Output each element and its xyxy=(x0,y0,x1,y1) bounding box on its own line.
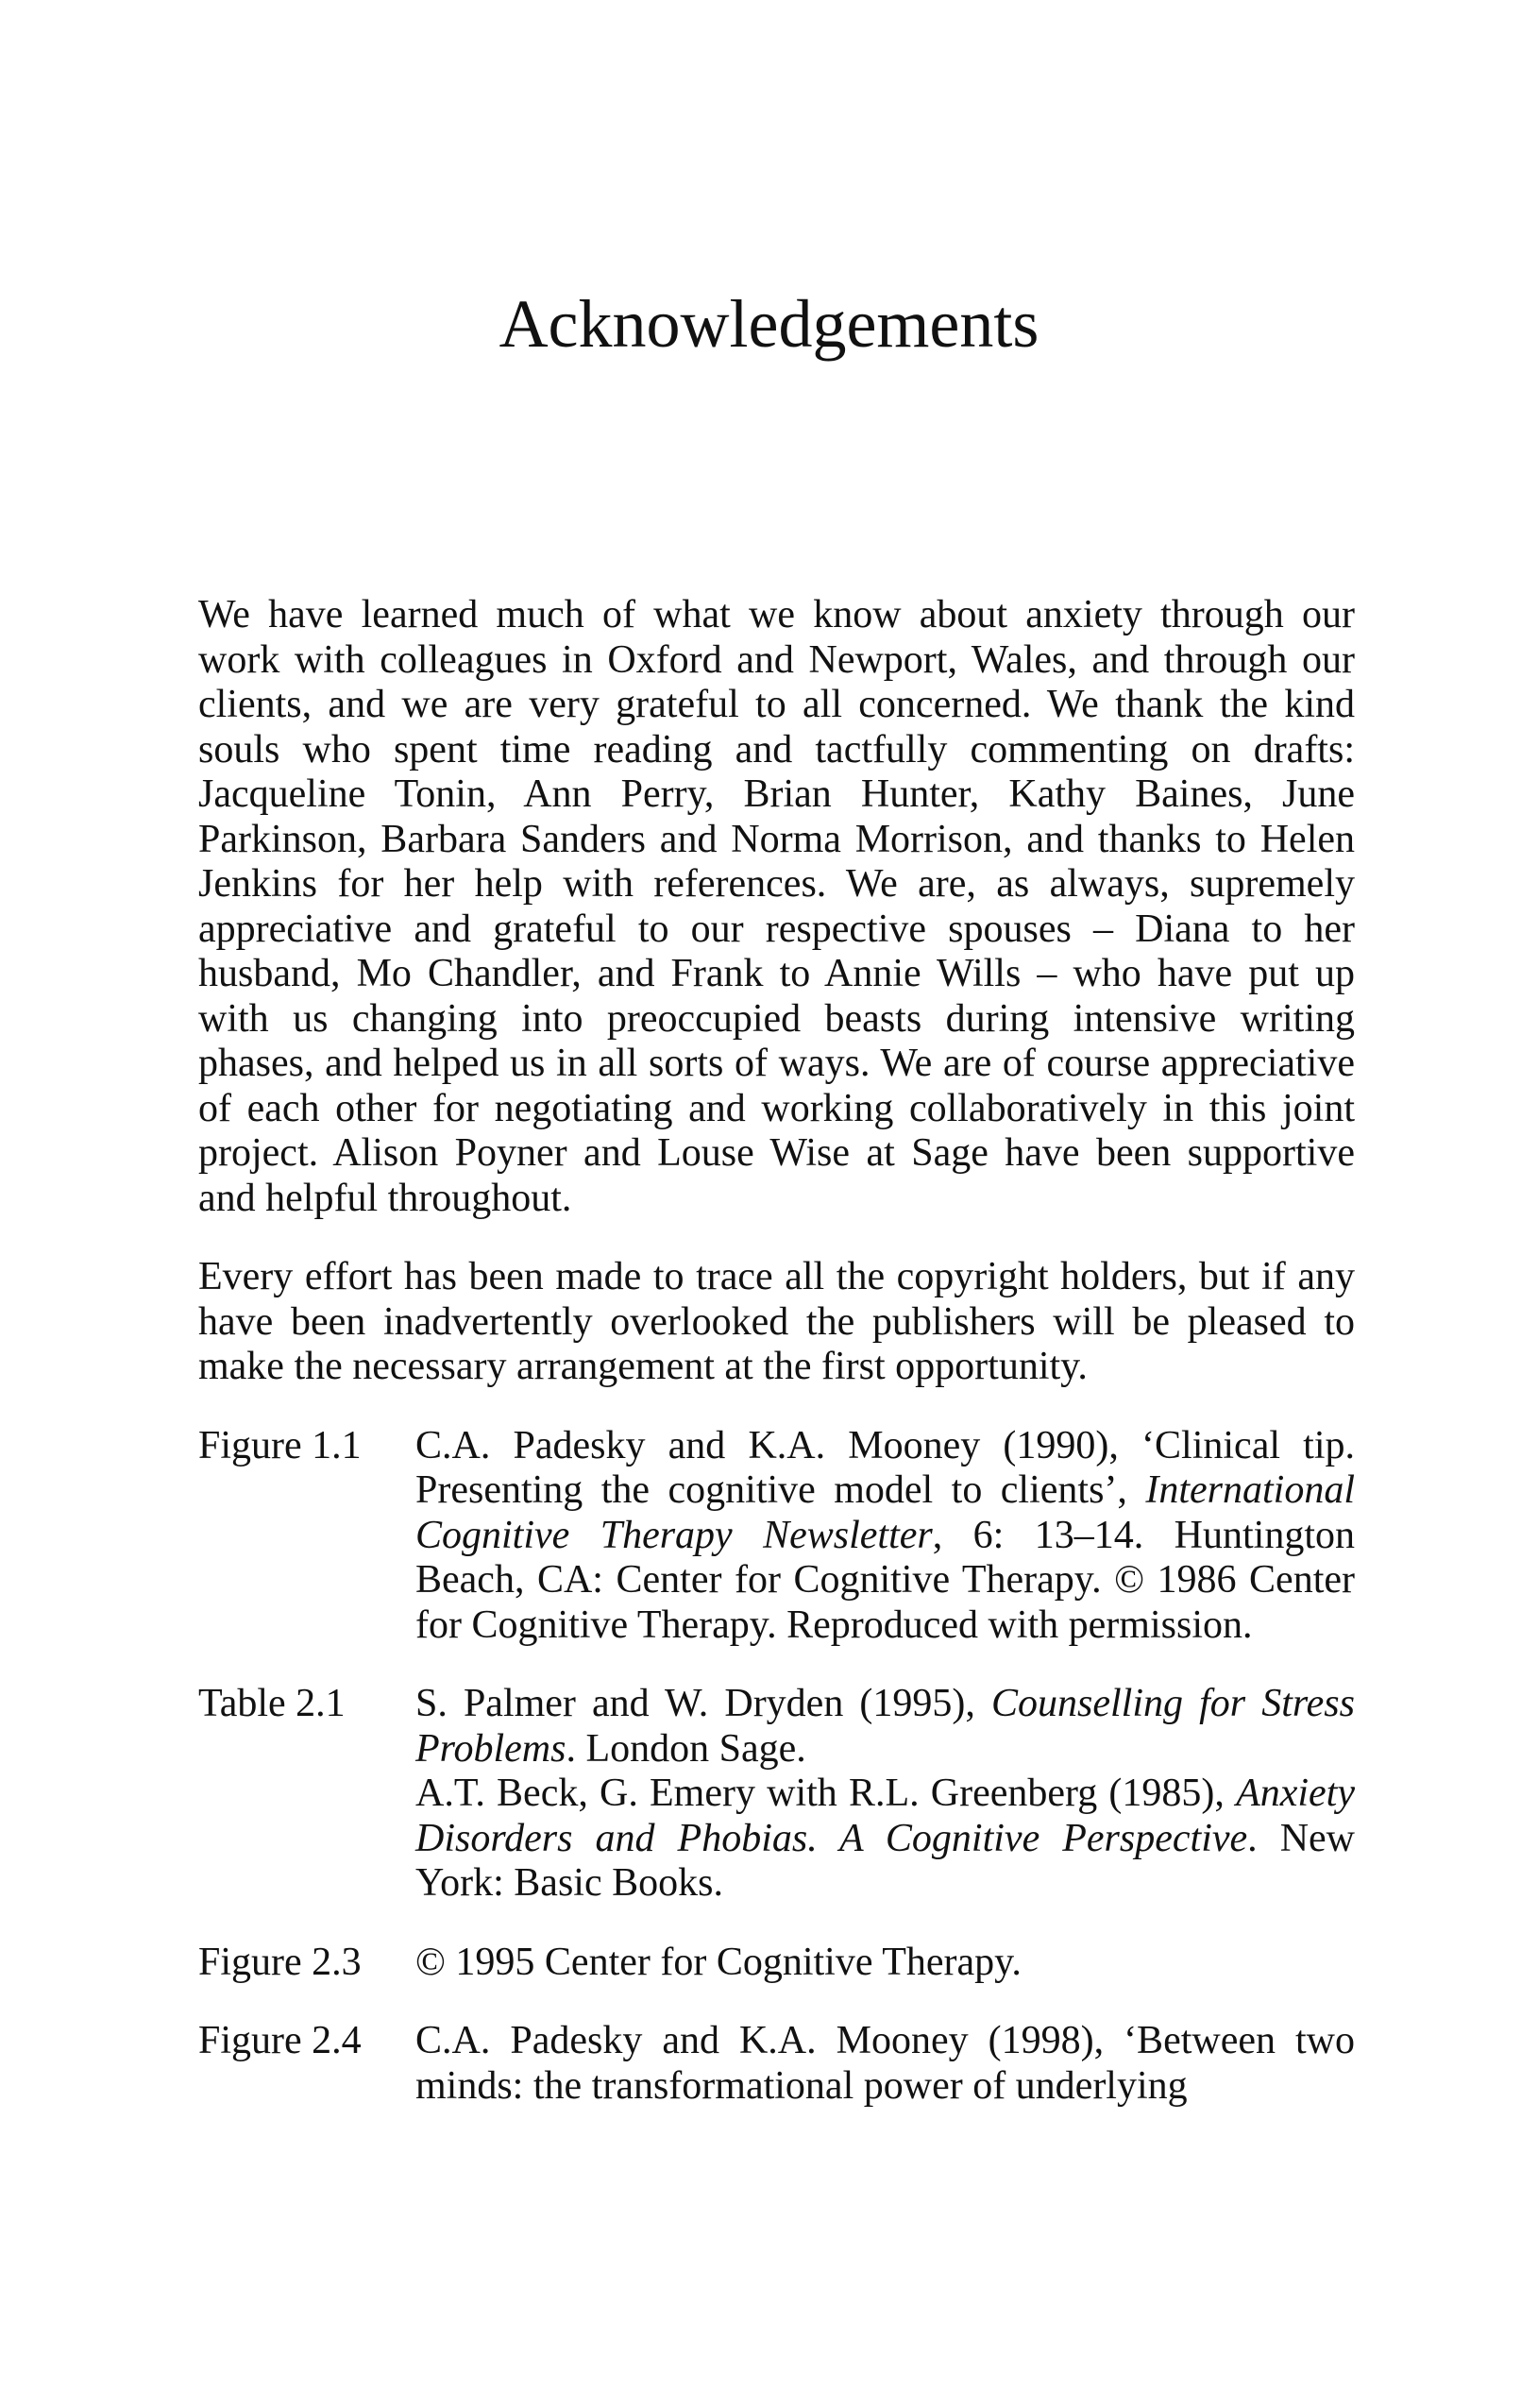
page-title: Acknowledgements xyxy=(499,286,1039,362)
credit-text: © 1995 Center for Cognitive Therapy. xyxy=(415,1940,1022,1984)
credit-entry xyxy=(415,1772,1355,1907)
credit-text-part: S. Palmer and W. Dryden (1995), xyxy=(415,1682,991,1725)
paragraph-thanks: We have learned much of what we know about anxiety through our work with colleagues in Oxford and Newport, Wales, and through our clients, and we are very grateful to all concerned. We thank the kind souls who spent time reading and tactfully commenting on drafts: Jacqueline Tonin, Ann Perry, Brian Hunter, Kathy Baines, June Parkinson, Barbara Sanders and Norma Morrison, and thanks to Helen Jenkins for her help with references. We are, as always, supremely appreciative and grateful to our respective spouses – Diana to her husband, Mo Chandler, and Frank to Annie Wills – who have put up with us changing into preoccupied beasts during intensive writing phases, and helped us in all sorts of ways. We are of course appreciative of each other for negotiating and working collaboratively in this joint project. Alison Poyner and Louse Wise at Sage have been supportive and helpful throughout. xyxy=(198,593,1355,1220)
credit-entry xyxy=(415,1682,1355,1772)
credit-figure-2-4 xyxy=(198,2019,1355,2109)
credit-label: Figure 1.1 xyxy=(198,1423,362,1467)
credit-figure-2-3 xyxy=(198,1941,1355,1986)
credit-text: C.A. Padesky and K.A. Mooney (1998), ‘Between two minds: the transformational power of underlying xyxy=(415,2019,1355,2108)
credit-text-part: A.T. Beck, G. Emery with R.L. Greenberg (1985), xyxy=(415,1772,1237,1815)
credit-italic-title: Counselling for Stress Problems xyxy=(415,1682,1355,1771)
credit-table-2-1 xyxy=(198,1682,1355,1907)
credit-text-part: C.A. Padesky and K.A. Mooney (1990), ‘Clinical tip. Presenting the cognitive model to clients’, xyxy=(415,1423,1355,1512)
credit-text-part: , 6: 13–14. Huntington Beach, CA: Center for Cognitive Therapy. © 1986 Center for Cognitive Therapy. Reproduced with permission. xyxy=(415,1513,1355,1647)
paragraph-copyright: Every effort has been made to trace all the copyright holders, but if any have been inadvertently overlooked the publishers will be pleased to make the necessary arrangement at the first opportunity. xyxy=(198,1255,1355,1388)
credit-text xyxy=(415,1424,1355,1649)
credit-label: Figure 2.4 xyxy=(198,2019,362,2062)
credit-label: Figure 2.3 xyxy=(198,1940,362,1984)
permissions-list xyxy=(198,1424,1355,2110)
credit-italic-title: Anxiety Disorders and Phobias. A Cognitive Perspective xyxy=(415,1772,1355,1860)
credit-label: Table 2.1 xyxy=(198,1682,346,1725)
credit-text-part: . London Sage. xyxy=(566,1726,806,1771)
credit-italic-title: International Cognitive Therapy Newsletter xyxy=(415,1468,1355,1557)
acknowledgements-body xyxy=(198,593,1355,2143)
credit-text xyxy=(415,1682,1355,1907)
credit-figure-1-1 xyxy=(198,1424,1355,1649)
credit-text-part: . New York: Basic Books. xyxy=(415,1816,1355,1905)
